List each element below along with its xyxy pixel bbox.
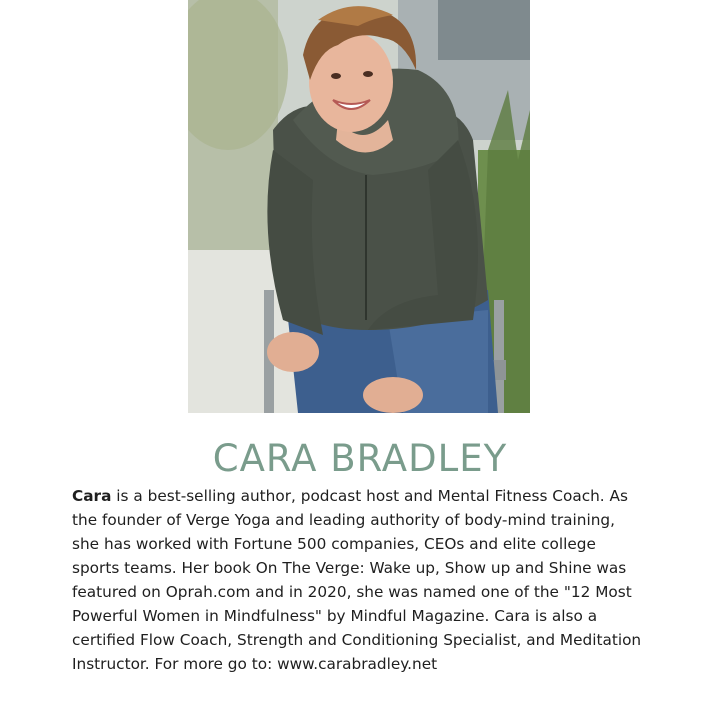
- bio-line: featured on Oprah.com and in 2020, she was named one of the "12 Most: [72, 583, 632, 601]
- bio-line: certified Flow Coach, Strength and Conditioning Specialist, and Meditation: [72, 631, 642, 649]
- bio-line: the founder of Verge Yoga and leading authority of body-mind training,: [72, 511, 615, 529]
- bio-line: Powerful Women in Mindfulness" by Mindful Magazine. Cara is also a: [72, 607, 598, 625]
- bio-line: she has worked with Fortune 500 companies, CEOs and elite college: [72, 535, 596, 553]
- bio-line-with-link[interactable]: Instructor. For more go to: www.carabradley.net: [72, 655, 438, 673]
- bio-line-text: is a best-selling author, podcast host and Mental Fitness Coach. As: [111, 487, 628, 505]
- person-name-heading: CARA BRADLEY: [212, 437, 508, 480]
- bio-line: sports teams. Her book On The Verge: Wake up, Show up and Shine was: [72, 559, 627, 577]
- bio-line: [72, 484, 662, 508]
- bio-paragraph: [72, 484, 662, 676]
- profile-photo: [188, 0, 530, 413]
- bio-lead-name: Cara: [72, 487, 112, 505]
- portrait-illustration: [188, 0, 530, 413]
